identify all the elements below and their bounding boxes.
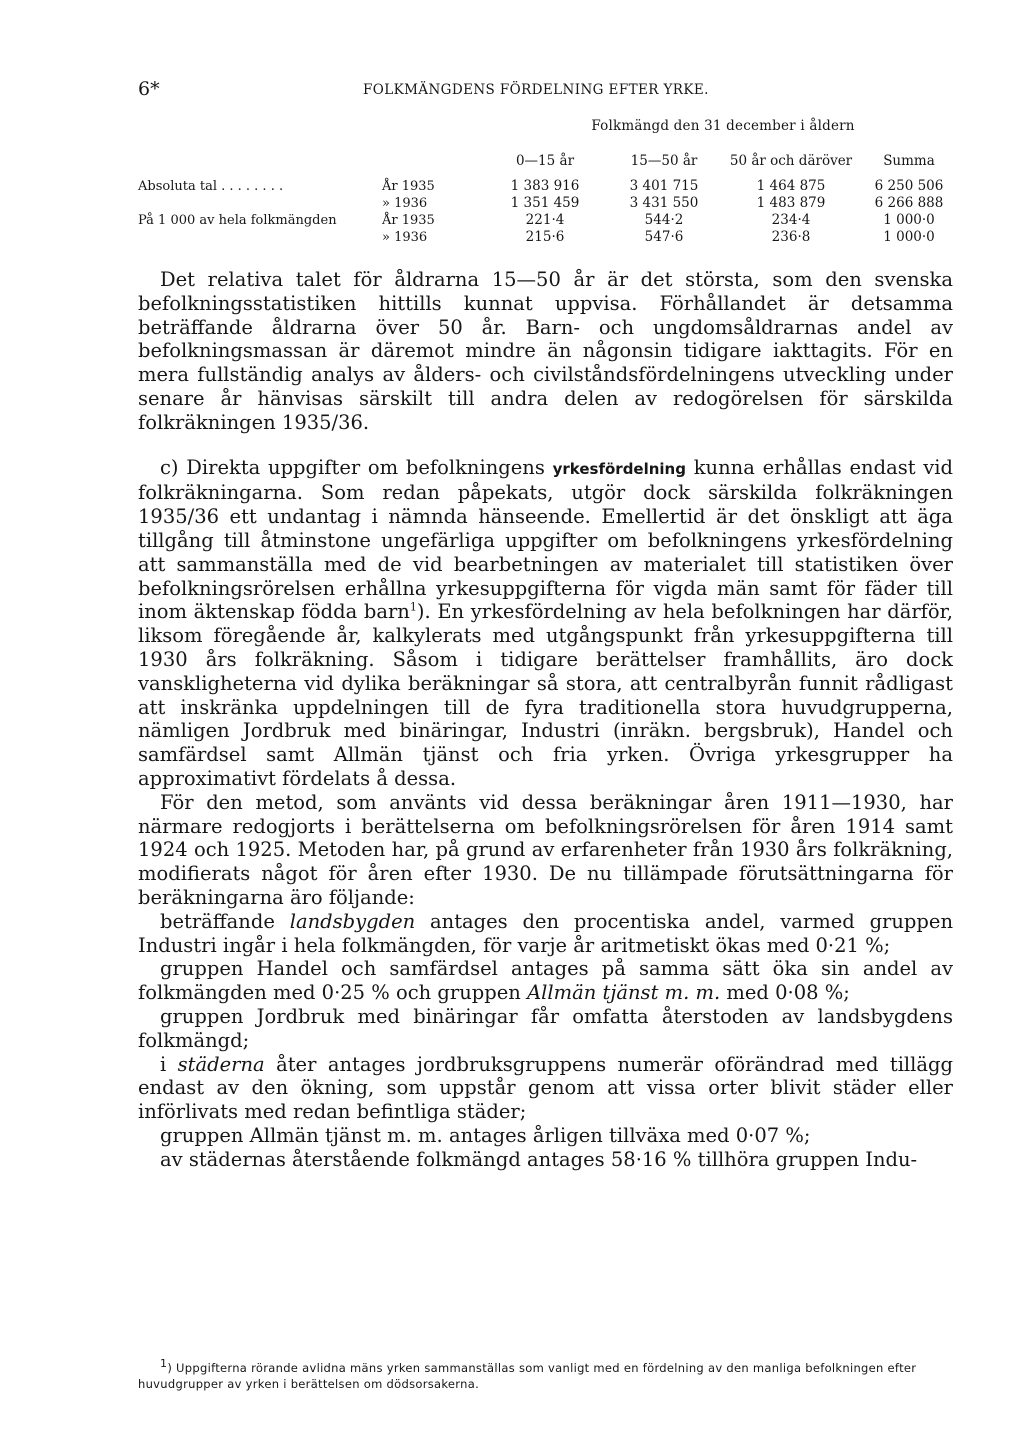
- italic-term: städerna: [177, 1052, 265, 1076]
- paragraph: [138, 456, 953, 791]
- row-label: På 1 000 av hela folkmängden: [138, 213, 337, 228]
- row-label: Absoluta tal . . . . . . . .: [138, 179, 284, 194]
- table-cell: 3 431 550: [629, 195, 699, 211]
- paragraph-text: c) Direkta uppgifter om befolkningens: [160, 455, 545, 479]
- italic-term: landsbygden: [289, 909, 416, 933]
- table-span-header: Folkmängd den 31 december i åldern: [591, 118, 855, 134]
- paragraph-text: kunna erhållas endast vid folkräkningarna. Som redan påpekats, utgör dock särskilda folkräkningen 1935/36 ett undantag i nämnda hänseende. Emellertid är det önskligt att äga tillgång till åtminstone ungefärliga uppgifter om befolkningens yrkesfördelning att sammanställa med de vid bearbetningen av materialet till statistiken över befolkningsrörelsen erhållna yrkesuppgifterna för vigda män samt för fäder till inom äktenskap födda barn: [138, 455, 954, 624]
- paragraph: Det relativa talet för åldrarna 15—50 år är det största, som den svenska befolkningsstatistiken hittills kunnat uppvisa. Förhållandet är detsamma beträffande åldrarna över 50 år. Barn- och ungdomsåldrarnas andel av befolkningsmassan är däremot mindre än någonsin tidigare iakttagits. För en mera fullständig analys av ålders- och civilståndsfördelningens utveckling under senare år hänvisas särskilt till andra delen av redogörelsen för särskilda folkräkningen 1935/36.: [138, 268, 953, 434]
- running-head: FOLKMÄNGDENS FÖRDELNING EFTER YRKE.: [363, 82, 709, 98]
- paragraph: [138, 957, 953, 1005]
- row-year: » 1936: [382, 196, 428, 211]
- table-row: [138, 229, 960, 246]
- column-header: Summa: [883, 152, 935, 169]
- table-cell: 236·8: [771, 229, 811, 245]
- table-cell: 1 464 875: [756, 178, 826, 194]
- paragraph: av städernas återstående folkmängd antages 58·16 % tillhöra gruppen Indu-: [160, 1147, 918, 1171]
- table-row: [138, 178, 960, 195]
- paragraph: [138, 910, 953, 958]
- table-cell: 221·4: [525, 212, 565, 228]
- paragraph-text: beträffande: [160, 909, 275, 933]
- footnote-text: ) Uppgifterna rörande avlidna mäns yrken sammanställas som vanligt med en fördelning av den manliga befolkningen efter huvudgrupper av yrken i berättelsen om dödsorsakerna.: [138, 1361, 917, 1391]
- footnote-paragraph: [138, 1357, 953, 1392]
- table-cell: 6 250 506: [874, 178, 944, 194]
- table-cell: 1 000·0: [883, 212, 935, 228]
- population-table: [138, 118, 960, 246]
- table-row: [138, 212, 960, 229]
- paragraph-text: med 0·08 %;: [726, 981, 850, 1005]
- column-header: 50 år och däröver: [729, 152, 853, 169]
- row-label: [138, 195, 382, 212]
- table-cell: 544·2: [644, 212, 684, 228]
- table-cell: 1 000·0: [883, 229, 935, 245]
- column-header: 15—50 år: [630, 152, 698, 169]
- table-cell: 1 383 916: [510, 178, 580, 194]
- row-year: År 1935: [382, 213, 435, 228]
- body-text: [138, 268, 953, 1171]
- row-year: År 1935: [382, 179, 435, 194]
- bold-term: yrkesfördelning: [552, 459, 686, 478]
- column-header: 0—15 år: [515, 152, 575, 169]
- italic-term: Allmän tjänst m. m.: [527, 981, 721, 1005]
- paragraph: gruppen Allmän tjänst m. m. antages årligen tillväxa med 0·07 %;: [160, 1123, 811, 1147]
- footnote-marker: 1: [160, 1357, 168, 1371]
- table-cell: 234·4: [771, 212, 811, 228]
- paragraph-text: åter antages jordbruksgruppens numerär oförändrad med tillägg endast av den ökning, som uppstår genom att vissa orter blivit städer eller införlivats med redan befintliga städer;: [138, 1052, 953, 1124]
- table-row: [138, 195, 960, 212]
- row-year: » 1936: [382, 230, 428, 245]
- table-cell: 547·6: [644, 229, 684, 245]
- paragraph: gruppen Jordbruk med binäringar får omfatta återstoden av landsbygdens folkmängd;: [138, 1004, 953, 1052]
- paragraph-text: ). En yrkesfördelning av hela befolkningen har därför, liksom föregående år, kalkylerats med utgångspunkt från yrkesuppgifterna till 1930 års folkräkning. Såsom i tidigare berättelser framhållits, äro dock vanskligheterna vid dylika beräkningar så stora, att centralbyrån funnit rådligast att inskränka uppdelningen till de fyra traditionella stora huvudgrupperna, nämligen Jordbruk med binäringar, Industri (inräkn. bergsbruk), Handel och samfärdsel samt Allmän tjänst och fria yrken. Övriga yrkesgrupper ha approximativt fördelats å dessa.: [138, 600, 953, 790]
- page-number: 6*: [138, 78, 160, 100]
- table-cell: 1 351 459: [510, 195, 580, 211]
- row-label: [138, 229, 382, 246]
- paragraph-text: antages den procentiska andel, varmed gruppen Industri ingår i hela folkmängden, för varje år aritmetiskt ökas med 0·21 %;: [138, 909, 954, 957]
- paragraph: [138, 1053, 953, 1124]
- footnote: [138, 1357, 953, 1392]
- paragraph: För den metod, som använts vid dessa beräkningar åren 1911—1930, har närmare redogjorts i berättelserna om befolkningsrörelsen för åren 1914 samt 1924 och 1925. Metoden har, på grund av erfarenheter från 1930 års folkräkning, modifierats något för åren efter 1930. De nu tillämpade förutsättningarna för beräkningarna äro följande:: [138, 790, 953, 909]
- table-cell: 215·6: [525, 229, 565, 245]
- footnote-reference[interactable]: 1: [409, 600, 417, 614]
- paragraph-text: i: [160, 1052, 167, 1076]
- table-cell: 6 266 888: [874, 195, 944, 211]
- table-cell: 3 401 715: [629, 178, 699, 194]
- page-header: [138, 78, 958, 102]
- paragraph-text: gruppen Handel och samfärdsel antages på samma sätt öka sin andel av folkmängden med 0·25 % och gruppen: [138, 957, 953, 1005]
- table-cell: 1 483 879: [756, 195, 826, 211]
